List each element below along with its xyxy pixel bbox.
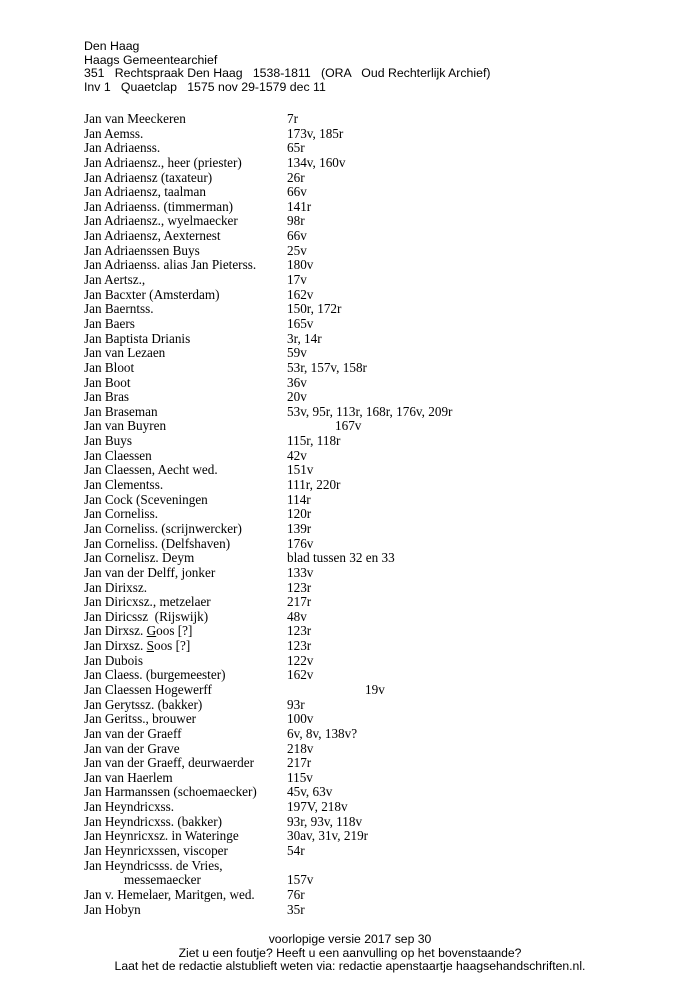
entry-name: Jan Corneliss. bbox=[84, 506, 158, 522]
entry-folio: 54r bbox=[287, 843, 305, 859]
entry-name bbox=[84, 624, 192, 639]
index-entry bbox=[84, 390, 644, 405]
index-entry bbox=[84, 493, 644, 508]
entry-name: Jan Braseman bbox=[84, 403, 158, 419]
entry-folio: 150r, 172r bbox=[287, 301, 342, 317]
entry-folio: 100v bbox=[287, 711, 314, 727]
entry-folio: 6v, 8v, 138v? bbox=[287, 725, 358, 741]
entry-name: Jan Buys bbox=[84, 433, 132, 449]
entry-name-prefix: Jan Dirxsz. bbox=[84, 638, 147, 654]
entry-name: Jan Adriaensz, taalman bbox=[84, 184, 206, 200]
document-header bbox=[84, 40, 490, 94]
document-footer bbox=[0, 933, 700, 974]
entry-name: Jan van Meeckeren bbox=[84, 111, 186, 126]
index-entry bbox=[84, 800, 644, 815]
entry-name: Jan Claessen Hogewerff bbox=[84, 681, 212, 697]
index-entry bbox=[84, 888, 644, 903]
entry-name: Jan Aertsz., bbox=[84, 272, 146, 288]
entry-folio: 141r bbox=[287, 198, 312, 214]
entry-folio: 59v bbox=[287, 345, 307, 361]
entry-folio: 53v, 95r, 113r, 168r, 176v, 209r bbox=[287, 403, 453, 419]
entry-folio: 26r bbox=[287, 169, 305, 185]
entry-folio: 76r bbox=[287, 886, 305, 902]
entry-name: Jan Baers bbox=[84, 315, 135, 331]
entry-name: Jan Hobyn bbox=[84, 901, 141, 917]
entry-name: Jan Corneliss. (scrijnwercker) bbox=[84, 520, 242, 536]
entry-name: Jan Adriaensz (taxateur) bbox=[84, 169, 213, 185]
index-entry bbox=[84, 756, 644, 771]
entry-folio: 53r, 157v, 158r bbox=[287, 359, 367, 375]
index-entry bbox=[84, 317, 644, 332]
entry-folio: 35r bbox=[287, 901, 305, 917]
entry-name bbox=[84, 639, 190, 654]
entry-name: Jan Clementss. bbox=[84, 477, 164, 493]
entry-folio: 7r bbox=[287, 111, 298, 126]
index-entry bbox=[84, 200, 644, 215]
entry-name: Jan Claess. (burgemeester) bbox=[84, 667, 226, 683]
entry-name: Jan Adriaenssen Buys bbox=[84, 242, 200, 258]
entry-folio: 98r bbox=[287, 213, 305, 229]
index-entry bbox=[84, 507, 644, 522]
entry-name: Jan Bloot bbox=[84, 359, 135, 375]
entry-folio: 66v bbox=[287, 228, 307, 244]
header-archive: Haags Gemeentearchief bbox=[84, 52, 218, 67]
index-entry bbox=[84, 419, 644, 434]
index-entry bbox=[84, 361, 644, 376]
entry-name: Jan Dubois bbox=[84, 652, 143, 668]
entry-name: Jan v. Hemelaer, Maritgen, wed. bbox=[84, 886, 255, 902]
entry-name: Jan Heyndricxss. bbox=[84, 799, 175, 815]
entry-folio: 19v bbox=[365, 681, 385, 697]
entry-name: Jan Claessen, Aecht wed. bbox=[84, 462, 218, 478]
footer-version: voorlopige versie 2017 sep 30 bbox=[268, 932, 432, 946]
entry-folio: 123r bbox=[287, 638, 312, 654]
entry-name: Jan Diricxsz., metzelaer bbox=[84, 594, 211, 610]
entry-name: Jan Heynricxssen, viscoper bbox=[84, 843, 228, 859]
entry-folio: 167v bbox=[335, 418, 362, 434]
entry-name: Jan Bacxter (Amsterdam) bbox=[84, 286, 220, 302]
entry-name: Jan Dirixsz. bbox=[84, 579, 147, 595]
entry-name: Jan Cornelisz. Deym bbox=[84, 550, 195, 566]
index-entry bbox=[84, 463, 644, 478]
index-entry bbox=[84, 815, 644, 830]
entry-name: messemaecker bbox=[124, 872, 201, 888]
entry-name: Jan Cock (Sceveningen bbox=[84, 491, 208, 507]
index-entry bbox=[84, 171, 644, 186]
entry-folio: 151v bbox=[287, 462, 314, 478]
index-entry bbox=[84, 302, 644, 317]
index-entry bbox=[84, 127, 644, 142]
header-inventory: Inv 1 Quaetclap 1575 nov 29-1579 dec 11 bbox=[84, 79, 326, 94]
entry-name: Jan van der Graeff, deurwaerder bbox=[84, 755, 255, 771]
entry-folio: 162v bbox=[287, 286, 314, 302]
entry-folio: 17v bbox=[287, 272, 307, 288]
entry-folio: 217r bbox=[287, 755, 312, 771]
entry-name: Jan Adriaenss. bbox=[84, 140, 161, 156]
entry-folio: 115r, 118r bbox=[287, 433, 341, 449]
entry-name: Jan Baptista Drianis bbox=[84, 330, 191, 346]
entry-name: Jan Aemss. bbox=[84, 125, 144, 141]
index-entry bbox=[84, 229, 644, 244]
entry-name: Jan Harmanssen (schoemaecker) bbox=[84, 784, 257, 800]
entry-folio: 180v bbox=[287, 257, 314, 273]
entry-folio: 25v bbox=[287, 242, 307, 258]
entry-folio: 197V, 218v bbox=[287, 799, 348, 815]
index-entry bbox=[84, 288, 644, 303]
index-entry bbox=[84, 376, 644, 391]
footer-question: Ziet u een foutje? Heeft u een aanvulling op het bovenstaande? bbox=[178, 945, 522, 960]
index-entry bbox=[84, 405, 644, 420]
entry-name: Jan van der Delff, jonker bbox=[84, 564, 216, 580]
entry-name: Jan Heynricxsz. in Wateringe bbox=[84, 828, 239, 844]
entry-folio: 42v bbox=[287, 447, 307, 463]
entry-folio: 133v bbox=[287, 564, 314, 580]
entry-name: Jan Bras bbox=[84, 389, 130, 405]
index-entry bbox=[84, 478, 644, 493]
entry-name: Jan Heyndricxss. (bakker) bbox=[84, 813, 223, 829]
index-entry bbox=[84, 668, 644, 683]
entry-name: Jan Baerntss. bbox=[84, 301, 154, 317]
entry-folio: 176v bbox=[287, 535, 314, 551]
entry-name-underlined-letter: S bbox=[146, 638, 154, 654]
entry-folio: blad tussen 32 en 33 bbox=[287, 550, 395, 566]
index-entry bbox=[84, 273, 644, 288]
entry-folio: 3r, 14r bbox=[287, 330, 322, 346]
index-entry bbox=[84, 566, 644, 581]
entry-folio: 165v bbox=[287, 315, 314, 331]
index-entry bbox=[84, 185, 644, 200]
entry-folio: 123r bbox=[287, 623, 312, 639]
index-entry bbox=[84, 141, 644, 156]
entry-folio: 114r bbox=[287, 491, 311, 507]
index-entry bbox=[84, 332, 644, 347]
entry-folio: 65r bbox=[287, 140, 305, 156]
index-entry bbox=[84, 683, 644, 698]
entry-name: Jan Claessen bbox=[84, 447, 152, 463]
entry-name: Jan van Lezaen bbox=[84, 345, 166, 361]
entry-name: Jan Adriaenss. alias Jan Pieterss. bbox=[84, 257, 257, 273]
index-entry bbox=[84, 698, 644, 713]
entry-folio: 218v bbox=[287, 740, 314, 756]
entry-folio: 66v bbox=[287, 184, 307, 200]
index-entry bbox=[84, 727, 644, 742]
entry-folio: 115v bbox=[287, 769, 313, 785]
entry-name: Jan Gerytssz. (bakker) bbox=[84, 696, 203, 712]
index-entry bbox=[84, 346, 644, 361]
index-entry bbox=[84, 624, 644, 639]
entry-name: Jan Heyndricsss. de Vries, bbox=[84, 857, 223, 873]
entry-name-suffix: oos [?] bbox=[156, 623, 193, 639]
index-entry bbox=[84, 844, 644, 859]
index-entry bbox=[84, 610, 644, 625]
index-entry bbox=[84, 742, 644, 757]
entry-name-underlined-letter: G bbox=[146, 623, 157, 639]
index-entry-continuation bbox=[84, 873, 644, 888]
index-entry bbox=[84, 654, 644, 669]
entry-folio: 48v bbox=[287, 608, 307, 624]
index-entry bbox=[84, 434, 644, 449]
entry-folio: 111r, 220r bbox=[287, 477, 341, 493]
entry-name-suffix: oos [?] bbox=[153, 638, 191, 654]
entry-name: Jan Diricssz (Rijswijk) bbox=[84, 608, 209, 624]
index-entry bbox=[84, 537, 644, 552]
entry-folio: 20v bbox=[287, 389, 307, 405]
entry-folio: 122v bbox=[287, 652, 314, 668]
entry-folio: 123r bbox=[287, 579, 312, 595]
entry-folio: 217r bbox=[287, 594, 312, 610]
entry-name-prefix: Jan Dirxsz. bbox=[84, 623, 147, 639]
index-entry bbox=[84, 244, 644, 259]
entry-folio: 93r bbox=[287, 696, 305, 712]
entry-folio: 45v, 63v bbox=[287, 784, 333, 800]
entry-name: Jan Adriaensz, Aexternest bbox=[84, 228, 221, 244]
entry-folio: 162v bbox=[287, 667, 314, 683]
entry-name: Jan Adriaenss. (timmerman) bbox=[84, 198, 234, 214]
entry-name: Jan Adriaensz., heer (priester) bbox=[84, 154, 242, 170]
entry-folio: 173v, 185r bbox=[287, 125, 344, 141]
entry-folio: 30av, 31v, 219r bbox=[287, 828, 369, 844]
entry-folio: 134v, 160v bbox=[287, 154, 346, 170]
index-entry bbox=[84, 258, 644, 273]
footer-contact: Laat het de redactie alstublieft weten via: redactie apenstaartje haagsehandschriften.nl. bbox=[114, 959, 586, 974]
index-entry bbox=[84, 156, 644, 171]
index-entry bbox=[84, 785, 644, 800]
index-entry bbox=[84, 595, 644, 610]
entry-name: Jan van der Graeff bbox=[84, 725, 182, 741]
entry-folio: 36v bbox=[287, 374, 307, 390]
name-index-list bbox=[84, 112, 644, 917]
index-entry bbox=[84, 903, 644, 918]
entry-folio: 157v bbox=[287, 872, 314, 888]
index-entry bbox=[84, 829, 644, 844]
index-entry bbox=[84, 522, 644, 537]
index-entry bbox=[84, 771, 644, 786]
entry-name: Jan Corneliss. (Delfshaven) bbox=[84, 535, 231, 551]
entry-name: Jan Boot bbox=[84, 374, 131, 390]
entry-name: Jan Adriaensz., wyelmaecker bbox=[84, 213, 238, 229]
header-city: Den Haag bbox=[84, 39, 140, 53]
index-entry bbox=[84, 112, 644, 127]
index-entry bbox=[84, 551, 644, 566]
index-entry bbox=[84, 214, 644, 229]
entry-folio: 120r bbox=[287, 506, 312, 522]
header-collection: 351 Rechtspraak Den Haag 1538-1811 (ORA Oud Rechterlijk Archief) bbox=[84, 66, 491, 80]
index-entry bbox=[84, 859, 644, 874]
index-entry bbox=[84, 712, 644, 727]
index-entry bbox=[84, 581, 644, 596]
index-entry bbox=[84, 639, 644, 654]
index-entry bbox=[84, 449, 644, 464]
entry-name: Jan van Buyren bbox=[84, 418, 167, 434]
entry-name: Jan van der Grave bbox=[84, 740, 180, 756]
entry-name: Jan van Haerlem bbox=[84, 769, 173, 785]
entry-folio: 139r bbox=[287, 520, 312, 536]
entry-name: Jan Geritss., brouwer bbox=[84, 711, 197, 727]
entry-folio: 93r, 93v, 118v bbox=[287, 813, 363, 829]
